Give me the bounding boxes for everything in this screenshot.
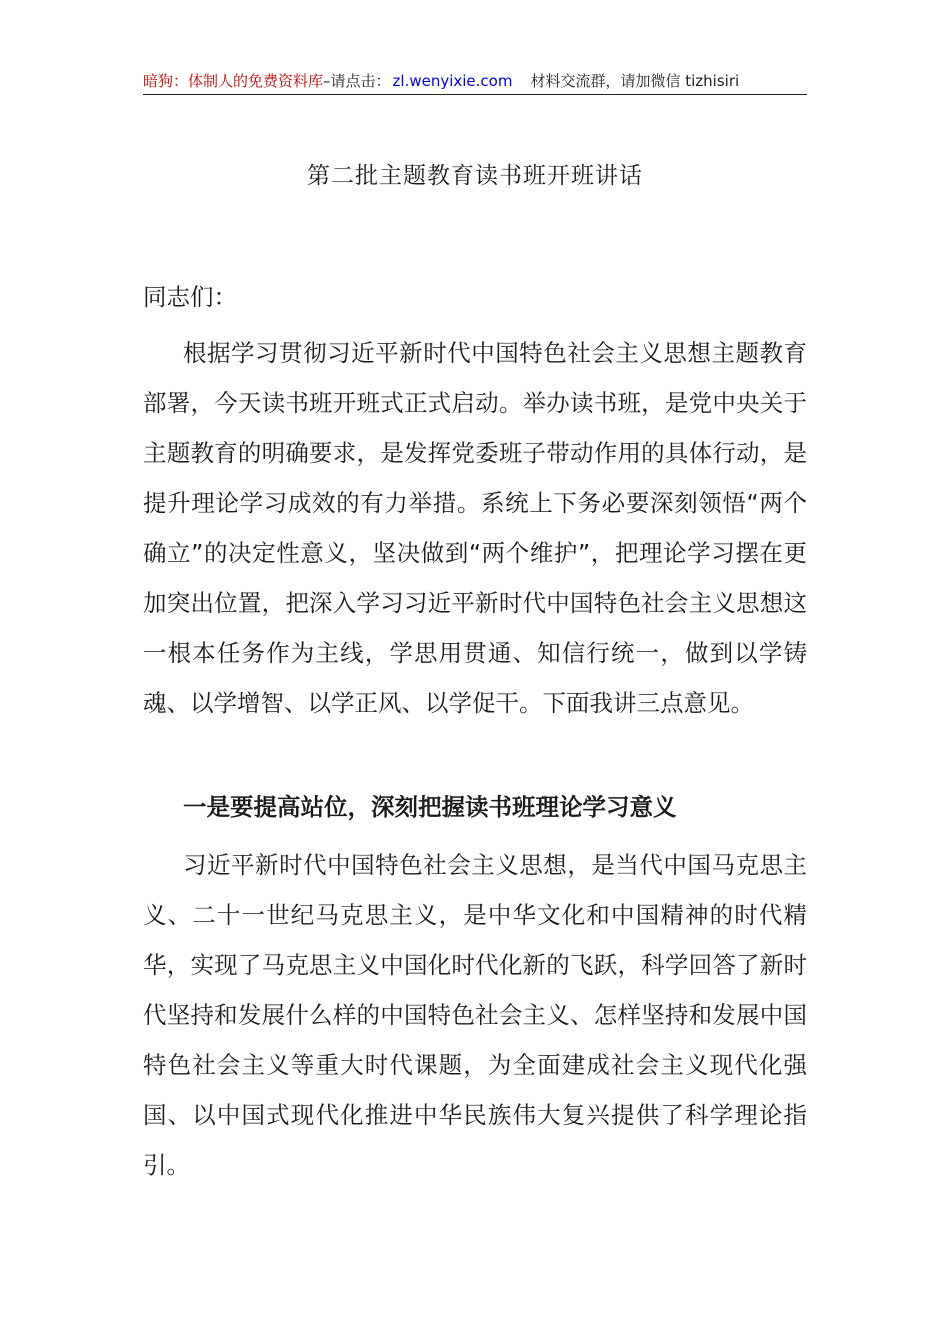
document-title: 第二批主题教育读书班开班讲话 [307,163,643,189]
header-wechat-group-text: 材料交流群，请加微信 tizhisiri [530,72,740,90]
header-brand-text: 暗狗：体制人的免费资料库 [143,72,324,90]
salutation: 同志们： [143,283,237,311]
header-website-link[interactable]: zl.wenyixie.com [392,72,513,90]
page-header [143,68,807,95]
paragraph-section-1: 习近平新时代中国特色社会主义思想，是当代中国马克思主义、二十一世纪马克思主义，是中华文化和中国精神的时代精华，实现了马克思主义中国化时代化新的飞跃，科学回答了新时代坚持和发展什么样的中国特色社会主义、怎样坚持和发展中国特色社会主义等重大时代课题，为全面建成社会主义现代化强国、以中国式现代化推进中华民族伟大复兴提供了科学理论指引。 [143,851,807,1179]
header-prompt-text: –请点击： [323,72,391,90]
section-heading-1: 一是要提高站位，深刻把握读书班理论学习意义 [183,793,677,821]
paragraph-intro: 根据学习贯彻习近平新时代中国特色社会主义思想主题教育部署，今天读书班开班式正式启动。举办读书班，是党中央关于主题教育的明确要求，是发挥党委班子带动作用的具体行动，是提升理论学习成效的有力举措。系统上下务必要深刻领悟“两个确立”的决定性意义，坚决做到“两个维护”，把理论学习摆在更加突出位置，把深入学习习近平新时代中国特色社会主义思想这一根本任务作为主线，学思用贯通、知信行统一，做到以学铸魂、以学增智、以学正风、以学促干。下面我讲三点意见。 [143,339,807,717]
